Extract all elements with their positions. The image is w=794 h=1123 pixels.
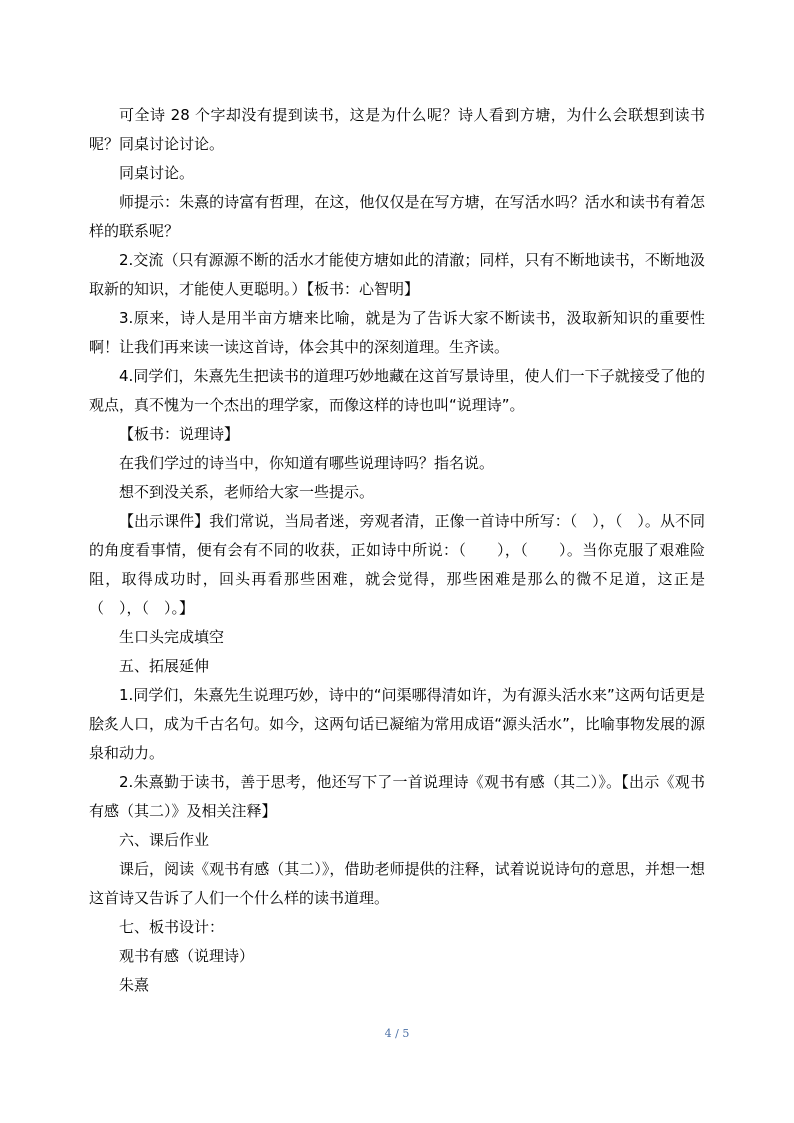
paragraph: 师提示：朱熹的诗富有哲理，在这，他仅仅是在写方塘，在写活水吗？活水和读书有着怎样的联系呢？ — [89, 193, 705, 240]
paragraph: 可全诗 28 个字却没有提到读书，这是为什么呢？诗人看到方塘，为什么会联想到读书呢？同桌讨论讨论。 — [89, 106, 705, 153]
paragraph: 4.同学们，朱熹先生把读书的道理巧妙地藏在这首写景诗里，使人们一下子就接受了他的观点，真不愧为一个杰出的理学家，而像这样的诗也叫“说理诗”。 — [89, 367, 705, 414]
paragraph: 想不到没关系，老师给大家一些提示。 — [119, 483, 375, 501]
board-design-title: 观书有感（说理诗） — [119, 947, 255, 965]
paragraph: 同桌讨论。 — [119, 164, 195, 182]
section-heading: 六、课后作业 — [119, 831, 210, 849]
section-heading: 七、板书设计： — [119, 918, 225, 936]
paragraph: 2.交流（只有源源不断的活水才能使方塘如此的清澈；同样，只有不断地读书，不断地汲取新的知识，才能使人更聪明。）【板书：心智明】 — [89, 251, 705, 298]
page-number: 4 / 5 — [384, 1027, 410, 1040]
paragraph: 【出示课件】我们常说，当局者迷，旁观者清，正像一首诗中所写：（ ），（ ）。从不同的角度看事情，便有会有不同的收获，正如诗中所说：（ ），（ ）。当你克服了艰难险阻，取得成功时，回头再看那些困难，就会觉得，那些困难是那么的微不足道，这正是（ ），（ ）。】 — [89, 512, 705, 617]
board-note: 【板书：说理诗】 — [119, 425, 240, 443]
paragraph: 生口头完成填空 — [119, 628, 225, 646]
paragraph: 1.同学们，朱熹先生说理巧妙，诗中的“问渠哪得清如许，为有源头活水来”这两句话更是脍炙人口，成为千古名句。如今，这两句话已凝缩为常用成语“源头活水”，比喻事物发展的源泉和动力。 — [89, 686, 705, 762]
paragraph: 3.原来，诗人是用半亩方塘来比喻，就是为了告诉大家不断读书，汲取新知识的重要性啊！让我们再来读一读这首诗，体会其中的深刻道理。生齐读。 — [89, 309, 705, 356]
section-heading: 五、拓展延伸 — [119, 657, 210, 675]
document-body — [89, 101, 705, 1000]
board-design-author: 朱熹 — [119, 976, 150, 994]
paragraph: 在我们学过的诗当中，你知道有哪些说理诗吗？指名说。 — [119, 454, 495, 472]
paragraph: 课后，阅读《观书有感（其二）》，借助老师提供的注释，试着说说诗句的意思，并想一想这首诗又告诉了人们一个什么样的读书道理。 — [89, 860, 705, 907]
paragraph: 2.朱熹勤于读书，善于思考，他还写下了一首说理诗《观书有感（其二）》。【出示《观书有感（其二）》及相关注释】 — [89, 773, 705, 820]
